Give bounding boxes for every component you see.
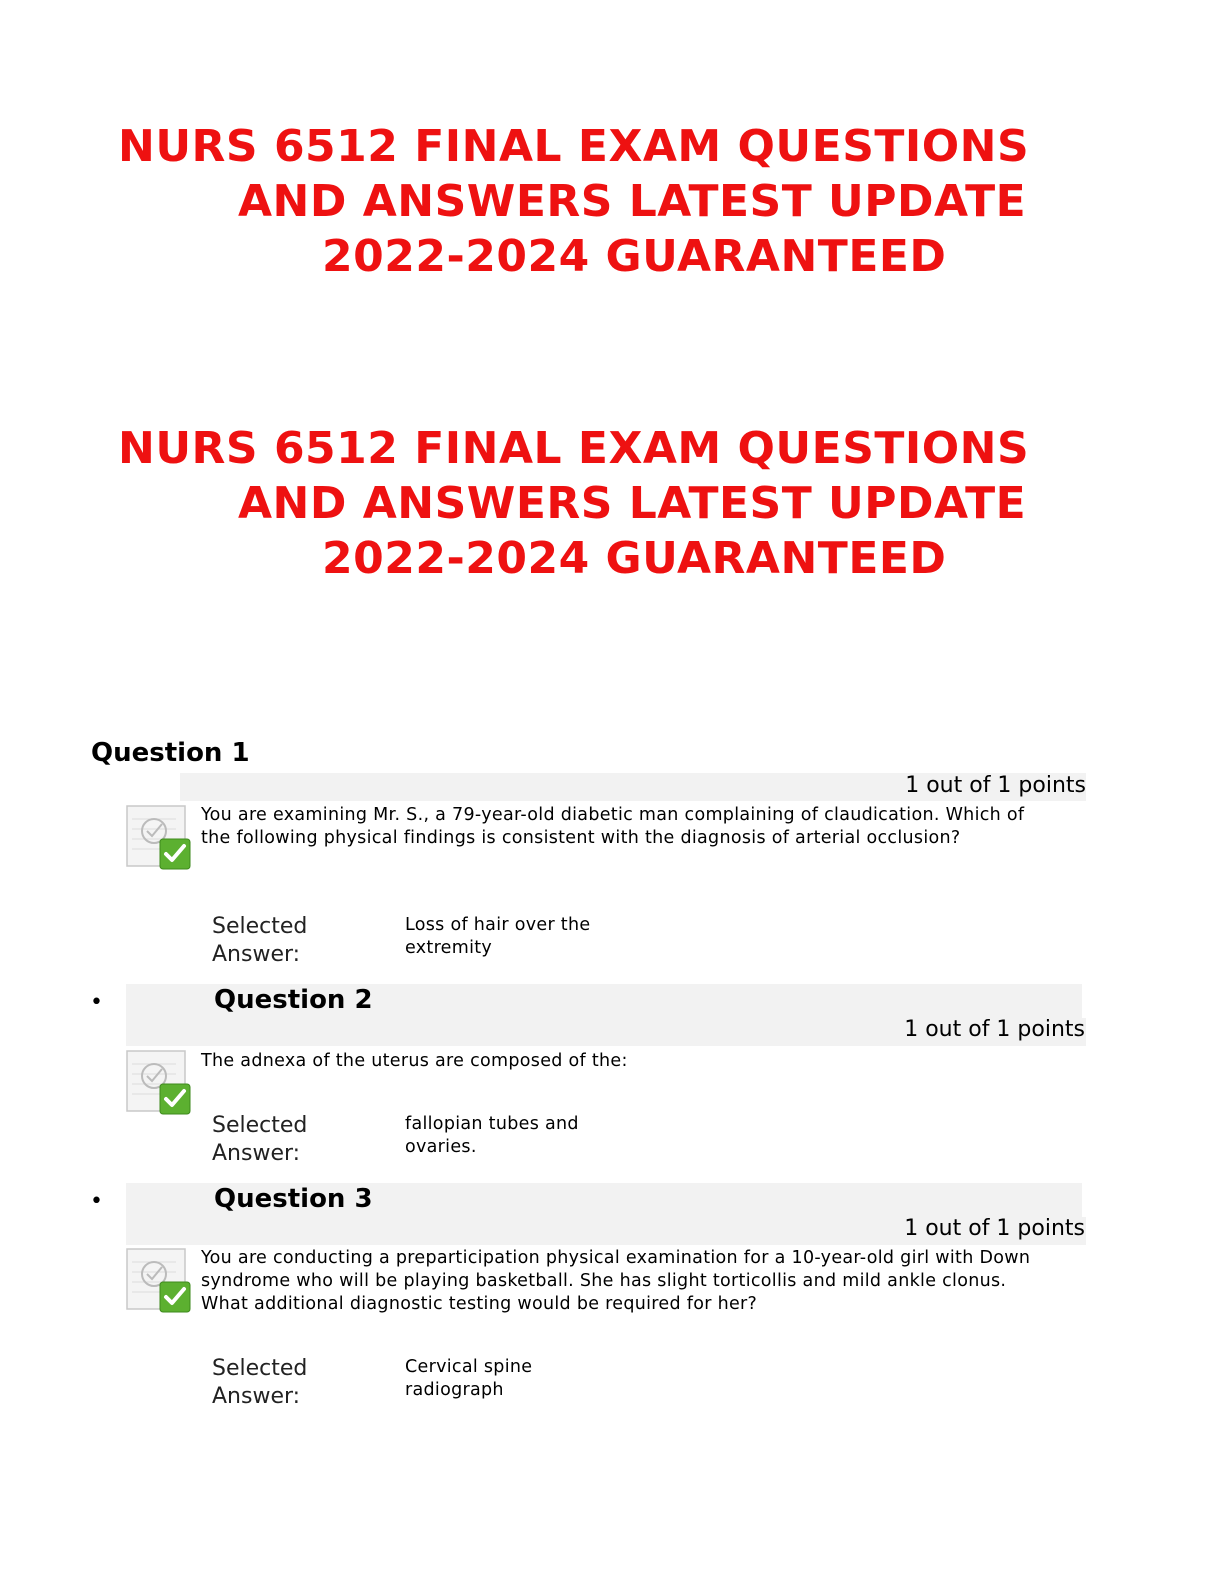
title-line-2: AND ANSWERS LATEST UPDATE	[238, 478, 1027, 529]
selected-answer: fallopian tubes and ovaries.	[405, 1114, 579, 1157]
selected-answer: Cervical spine radiograph	[405, 1357, 533, 1400]
selected-answer: Loss of hair over the extremity	[405, 915, 591, 958]
selected-label-line-1: Selected	[212, 1113, 308, 1138]
bullet: •	[90, 990, 103, 1015]
question-heading: Question 3	[214, 1184, 373, 1214]
selected-label-line-2: Answer:	[212, 1384, 301, 1409]
correct-checkmark-icon	[126, 1050, 192, 1116]
selected-label-line-2: Answer:	[212, 942, 301, 967]
title-line-1: NURS 6512 FINAL EXAM QUESTIONS	[118, 121, 1030, 172]
title-line-3: 2022-2024 GUARANTEED	[322, 533, 947, 584]
selected-answer-label	[212, 1355, 307, 1411]
points-score: 1 out of 1 points	[904, 1216, 1085, 1241]
selected-answer-label	[212, 913, 307, 969]
correct-checkmark-icon	[126, 805, 192, 871]
question-text: You are examining Mr. S., a 79-year-old diabetic man complaining of claudication. Which of the following physical findings is consistent with the diagnosis of arterial occlusion?	[201, 805, 1025, 848]
selected-label-line-1: Selected	[212, 914, 308, 939]
points-score: 1 out of 1 points	[905, 773, 1086, 798]
question-text: The adnexa of the uterus are composed of the:	[201, 1051, 628, 1071]
selected-answer-label	[212, 1112, 307, 1168]
title-line-2: AND ANSWERS LATEST UPDATE	[238, 176, 1027, 227]
question-heading: Question 1	[91, 738, 250, 768]
question-heading: Question 2	[214, 985, 373, 1015]
correct-checkmark-icon	[126, 1248, 192, 1314]
question-text: You are conducting a preparticipation physical examination for a 10-year-old girl with Down syndrome who will be playing basketball. She has slight torticollis and mild ankle clonus. What additional diagnostic testing would be required for her?	[201, 1248, 1031, 1314]
selected-label-line-1: Selected	[212, 1356, 308, 1381]
title-line-3: 2022-2024 GUARANTEED	[322, 231, 947, 282]
selected-label-line-2: Answer:	[212, 1141, 301, 1166]
points-score: 1 out of 1 points	[904, 1017, 1085, 1042]
bullet: •	[90, 1189, 103, 1214]
title-line-1: NURS 6512 FINAL EXAM QUESTIONS	[118, 423, 1030, 474]
